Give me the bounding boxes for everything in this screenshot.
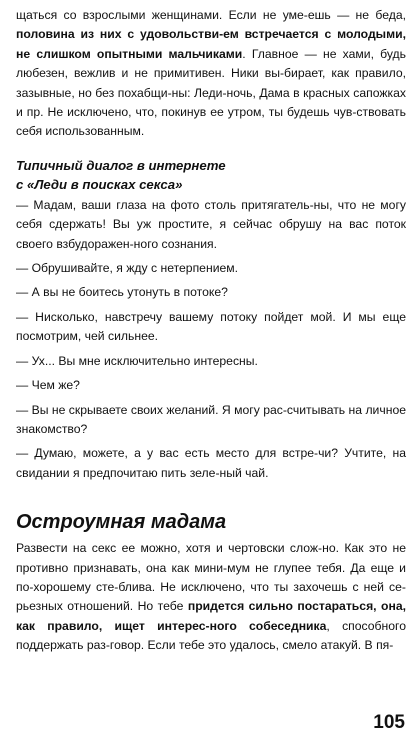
section-text-1: Развести на секс ее можно, хотя и чертовски слож-но. Как это не противно признавать, она как мини-мум не глупее тебя. Да еще и по-хорошему сте-блива. Не исключено, что ты захочешь с ней се-рьезных отношений. Но тебе (16, 541, 406, 614)
intro-bold-text: половина из них с удовольстви-ем встречается с молодыми, не слишком опытными мальчиками (16, 27, 406, 61)
intro-text-1: щаться со взрослыми женщинами. Если не уме-ешь — не беда, (16, 8, 406, 22)
intro-paragraph (16, 6, 406, 142)
dialog-line: — Вы не скрываете своих желаний. Я могу рас-считывать на личное знакомство? (16, 402, 406, 436)
section-title: Остроумная мадама (16, 511, 227, 534)
dialog-line: — Мадам, ваши глаза на фото столь притягатель-ны, что не могу себя сдержать! Вы уж простите, я сейчас обрушу на вас поток своего взбудоражен-ного сознания. (16, 197, 406, 251)
dialog-heading-line-1: Типичный диалог в интернете (16, 157, 226, 173)
dialog-block (16, 196, 406, 483)
section-paragraph (16, 539, 406, 655)
dialog-heading-line-2: с «Леди в поисках секса» (16, 176, 183, 192)
dialog-line: — Чем же? (16, 378, 80, 393)
dialog-line: — Думаю, можете, а у вас есть место для встре-чи? Учтите, на свидании я предпочитаю пить зеле-ный чай. (16, 446, 406, 480)
section-bold-text: придется сильно постараться, она, как правило, ищет интерес-ного собеседника (16, 599, 406, 633)
dialog-line: — Обрушивайте, я жду с нетерпением. (16, 261, 239, 276)
intro-text-2: . Главное — не хами, будь любезен, вежлив и не примитивен. Ники вы-бирает, как правило, зазывные, но без похабщи-ны: Леди-ночь, Дама в красных сапожках и пр. Не исключено, что, покинув ее утром, ты будешь чув-ствовать себя использованным. (16, 46, 406, 139)
dialog-line: — А вы не боитесь утонуть в потоке? (16, 285, 228, 300)
dialog-line: — Нисколько, навстречу вашему потоку пойдет мой. И мы еще посмотрим, чей сильнее. (16, 309, 406, 344)
dialog-heading (16, 156, 406, 194)
dialog-line: — Ух... Вы мне исключительно интересны. (16, 353, 258, 368)
page-number: 105 (373, 712, 405, 733)
section-text-2: , способного поддержать раз-говор. Если тебе это удалось, смело атакуй. В пя- (16, 618, 406, 653)
book-page (16, 6, 406, 656)
